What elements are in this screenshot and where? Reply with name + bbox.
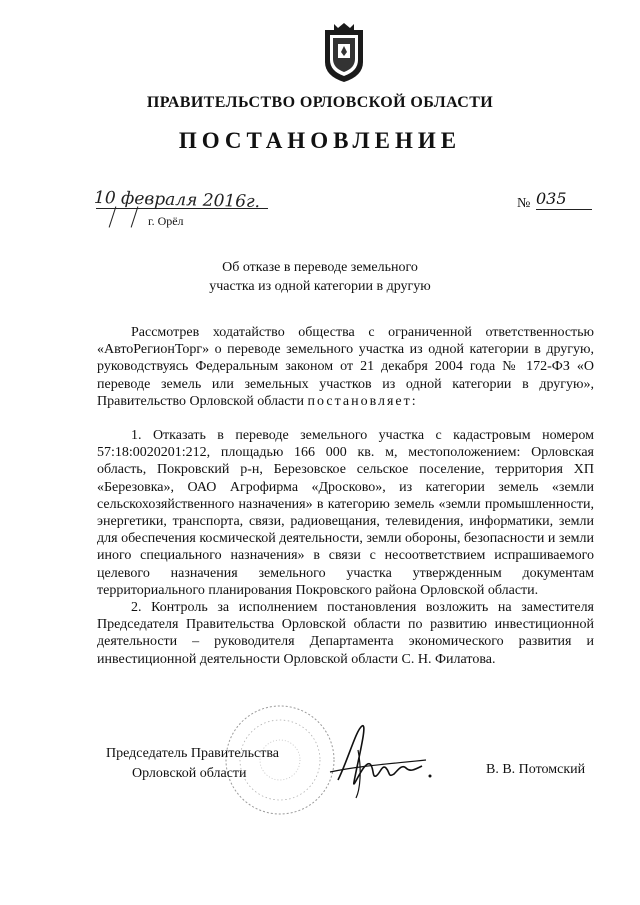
document-type: ПОСТАНОВЛЕНИЕ [178,128,462,153]
subject-line-2: участка из одной категории в другую [209,279,431,294]
intro-text: Рассмотрев ходатайство общества с ограниченной ответственностью «АвтоРегионТорг» о переводе земельного участка из одной категории в другую, руководствуясь Федеральным законом от 21 декабря 2004 года № 172-ФЗ «О переводе земель или земельных участков из одной категории в другую», Правительство Орловской области [97,325,594,409]
item-2-paragraph: 2. Контроль за исполнением постановления возложить на заместителя Председателя Правительства Орловской области по развитию инвестиционной деятельности – руководителя Департамента экономического развития и инвестиционной деятельности Орловской области С. Н. Филатова. [97,600,594,667]
subject-line-1: Об отказе в переводе земельного [222,260,418,275]
document-subject [0,258,640,296]
item-1-paragraph: 1. Отказать в переводе земельного участка с кадастровым номером 57:18:0020201:212, площадью 166 000 кв. м, местоположением: Орловская область, Покровский р-н, Березовское сельское поселение, территория ХП «Березовка», ОАО Агрофирма «Дросково», из категории земель «земли сельскохозяйственного назначения» в категорию земель «земли промышленности, энергетики, транспорта, связи, радиовещания, телевидения, информатики, земли для обеспечения космической деятельности, земли обороны, безопасности и земли иного специального назначения» в связи с несоответствием испрашиваемого целевого назначения земельного участка утвержденным документам территориального планирования Покровского района Орловской области. [97,428,594,598]
signatory-name: В. В. Потомский [486,762,586,777]
signatory-title [106,744,279,784]
date-mark [109,206,117,227]
city-label: г. Орёл [148,214,184,228]
coat-of-arms-icon [321,22,367,84]
document-body [97,324,594,685]
handwritten-number: 035 [536,189,567,208]
resolves-word: постановляет: [307,393,418,409]
signatory-title-line-1: Председатель Правительства [106,746,279,761]
handwritten-signature-icon [318,720,438,800]
date-mark [131,206,139,227]
date-underline [96,208,268,209]
government-name: ПРАВИТЕЛЬСТВО ОРЛОВСКОЙ ОБЛАСТИ [146,94,494,111]
handwritten-date: 10 февраля 2016г. [93,187,261,213]
signatory-title-line-2: Орловской области [132,766,247,781]
number-label: № [517,196,531,211]
intro-paragraph [97,324,594,410]
number-underline [536,209,592,210]
